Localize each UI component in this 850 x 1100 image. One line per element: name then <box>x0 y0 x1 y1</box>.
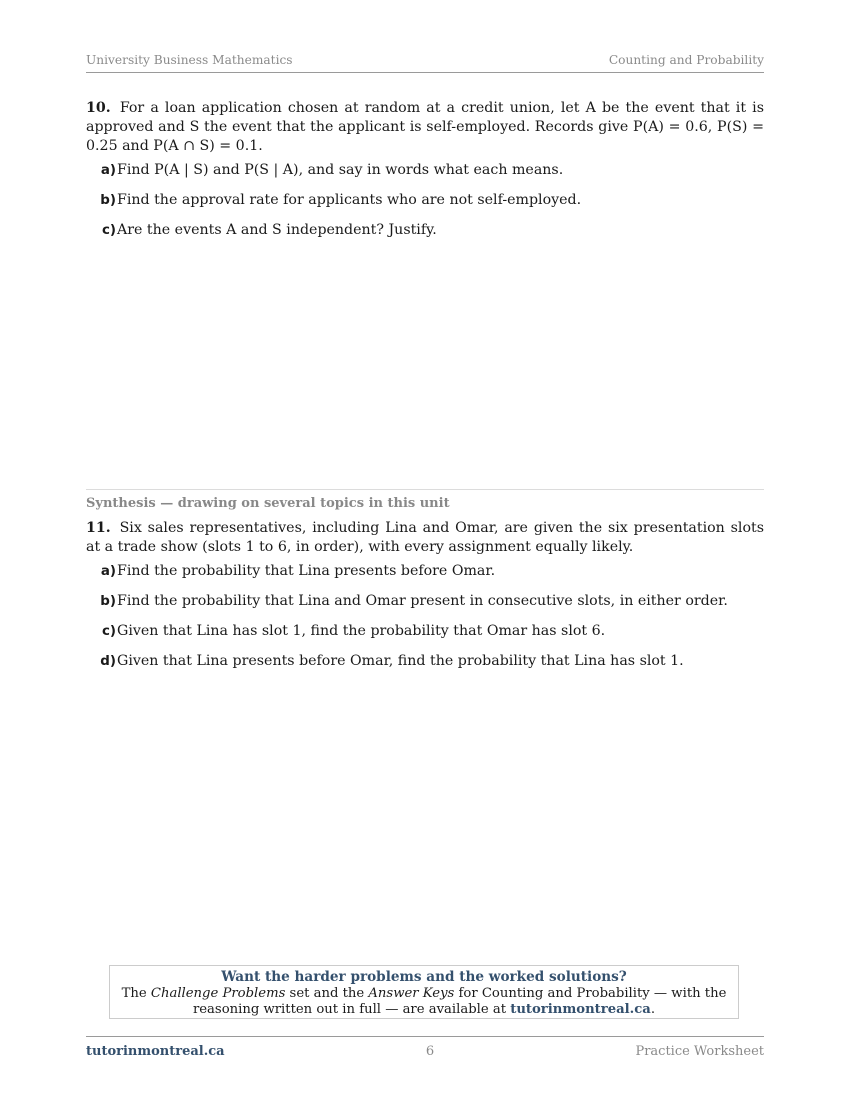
promo-text-2: set and the <box>285 986 369 1001</box>
promo-challenge-problems: Challenge Problems <box>150 986 286 1001</box>
promo-text-1: The <box>121 986 151 1001</box>
running-header <box>86 51 764 73</box>
part-label: d) <box>100 654 116 669</box>
part-text: Find P(A | S) and P(S | A), and say in words what each means. <box>117 162 564 178</box>
section-divider <box>86 489 764 490</box>
question-10-parts <box>86 161 764 240</box>
question-11-intro <box>86 519 764 557</box>
question-10 <box>86 99 764 251</box>
part-text: Find the probability that Lina and Omar present in consecutive slots, in either order. <box>117 593 728 609</box>
question-11-part-c <box>86 622 764 641</box>
header-unit-title: Counting and Probability <box>608 53 764 67</box>
part-label: b) <box>100 193 116 208</box>
question-10-part-b <box>86 191 764 210</box>
question-10-part-c <box>86 221 764 240</box>
footer-rule <box>86 1036 764 1037</box>
promo-body <box>110 986 738 1018</box>
promo-text-3: for Counting and Probability — with the reasoning written out in full — are available at <box>192 986 727 1017</box>
question-11 <box>86 519 764 682</box>
question-11-text: Six sales representatives, including Lina and Omar, are given the six presentation slots at a trade show (slots 1 to 6, in order), with every assignment equally likely. <box>86 520 764 555</box>
part-text: Find the probability that Lina presents before Omar. <box>117 563 496 579</box>
question-10-intro <box>86 99 764 156</box>
question-10-part-a <box>86 161 764 180</box>
promo-box <box>109 965 739 1019</box>
footer-doc-type: Practice Worksheet <box>635 1044 764 1059</box>
question-11-parts <box>86 562 764 671</box>
question-11-part-a <box>86 562 764 581</box>
part-label: a) <box>100 163 116 178</box>
footer-website-link[interactable]: tutorinmontreal.ca <box>86 1044 225 1059</box>
question-11-part-d <box>86 652 764 671</box>
part-label: b) <box>100 594 116 609</box>
question-10-text: For a loan application chosen at random at a credit union, let A be the event that it is approved and S the event that the applicant is self-employed. Records give P(A) = 0.6, P(S) = 0.25 and P(A ∩ S) = 0.1. <box>86 100 764 154</box>
question-11-part-b <box>86 592 764 611</box>
promo-answer-keys: Answer Keys <box>368 986 455 1001</box>
page-number: 6 <box>425 1044 435 1059</box>
question-10-number: 10. <box>86 100 111 116</box>
part-text: Find the approval rate for applicants who are not self-employed. <box>117 192 582 208</box>
part-label: c) <box>101 223 116 238</box>
page-footer <box>86 1042 764 1061</box>
header-course-title: University Business Mathematics <box>86 53 293 67</box>
promo-website-link[interactable]: tutorinmontreal.ca <box>510 1002 651 1017</box>
part-text: Given that Lina has slot 1, find the probability that Omar has slot 6. <box>117 623 606 639</box>
part-text: Are the events A and S independent? Justify. <box>117 222 437 238</box>
part-label: c) <box>101 624 116 639</box>
part-label: a) <box>100 564 116 579</box>
promo-title: Want the harder problems and the worked solutions? <box>221 969 627 985</box>
synthesis-heading: Synthesis — drawing on several topics in this unit <box>86 496 450 511</box>
question-11-number: 11. <box>86 520 111 536</box>
promo-text-4: . <box>650 1002 656 1017</box>
part-text: Given that Lina presents before Omar, find the probability that Lina has slot 1. <box>117 653 684 669</box>
